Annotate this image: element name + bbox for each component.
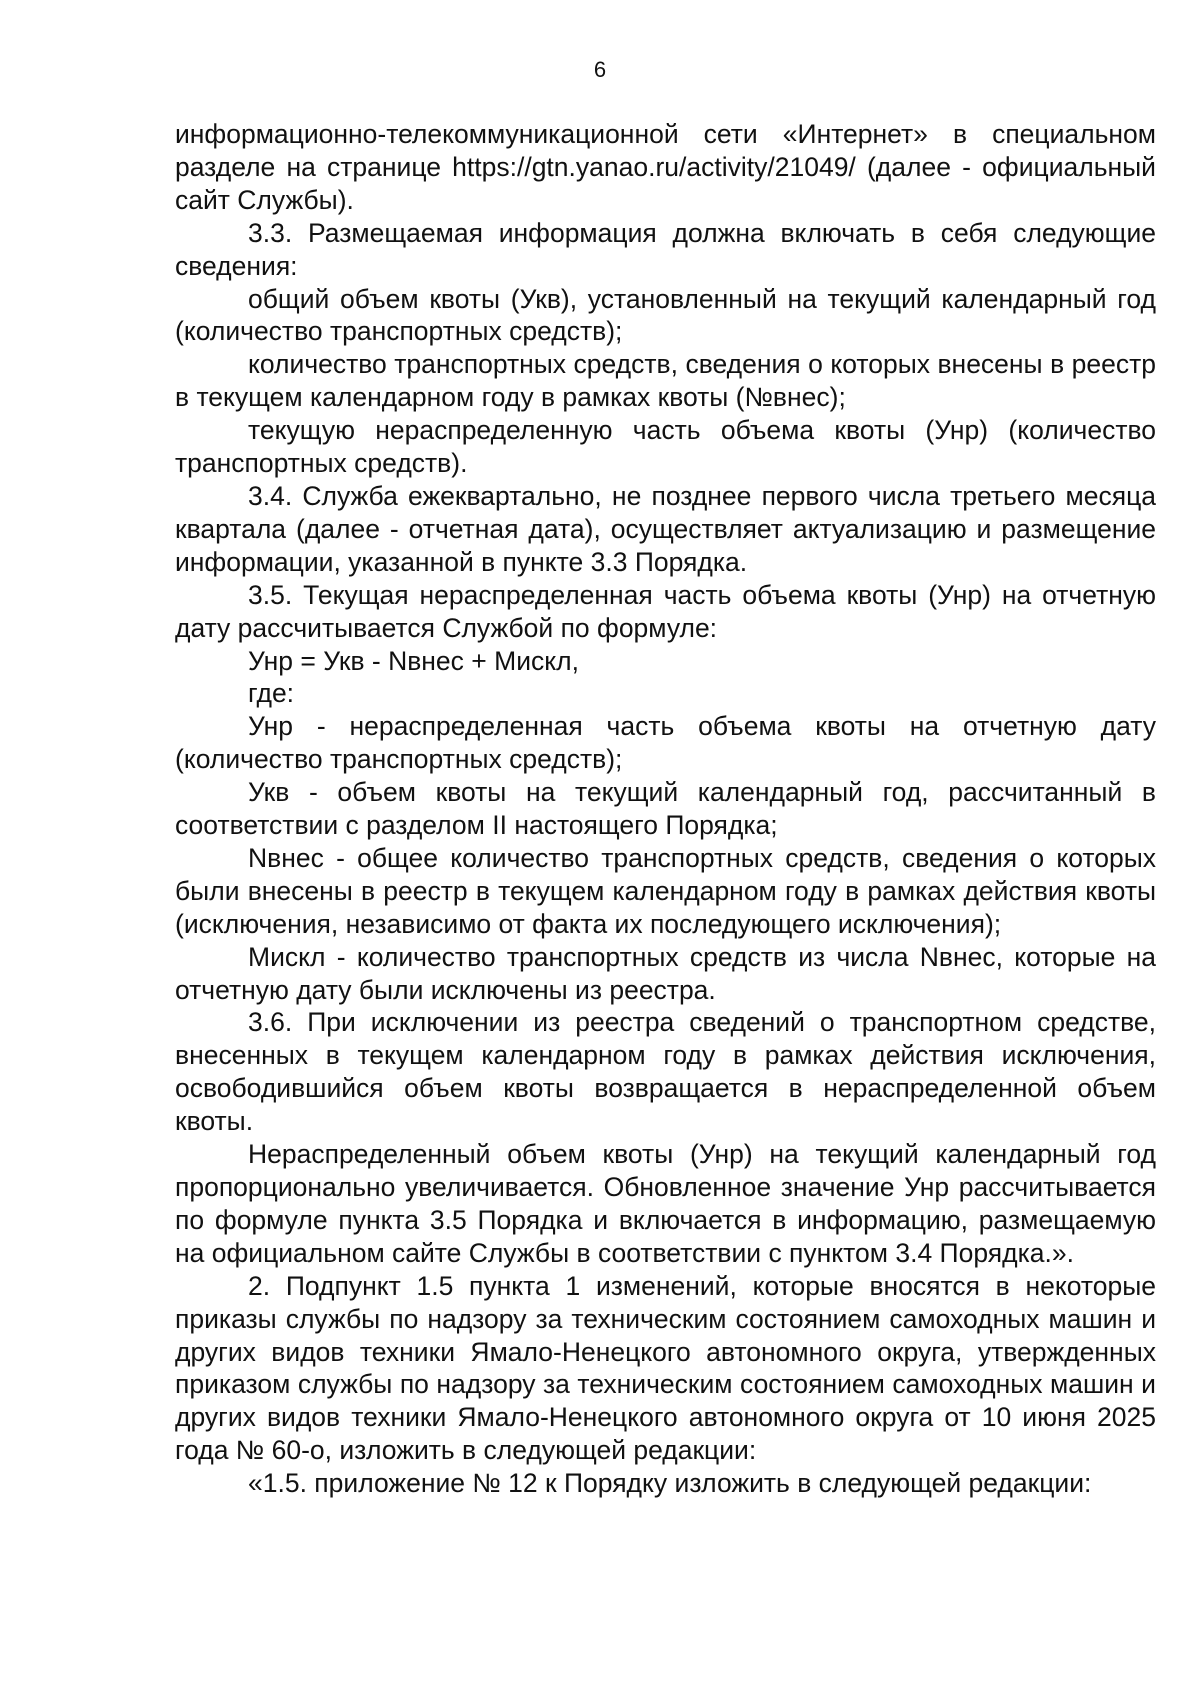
paragraph-1-5: «1.5. приложение № 12 к Порядку изложить в следующей редакции: xyxy=(248,1468,1092,1499)
definition-unr: Унр - нераспределенная часть объема квоты на отчетную дату (количество транспортных средств); xyxy=(175,711,1156,775)
paragraph-site-continuation: информационно-телекоммуникационной сети «Интернет» в специальном разделе на странице https://gtn.yanao.ru/activity/21049/ (далее - официальный сайт Службы). xyxy=(175,119,1156,215)
definition-ukv: Укв - объем квоты на текущий календарный год, рассчитанный в соответствии с разделом II настоящего Порядка; xyxy=(175,777,1156,841)
paragraph-vehicles-entered: количество транспортных средств, сведения о которых внесены в реестр в текущем календарном году в рамках квоты (№внес); xyxy=(175,349,1156,413)
paragraph-2: 2. Подпункт 1.5 пункта 1 изменений, которые вносятся в некоторые приказы службы по надзору за техническим состоянием самоходных машин и других видов техники Ямало-Ненецкого автономного округа, утвержденных приказом службы по надзору за техническим состоянием самоходных машин и других видов техники Ямало-Ненецкого автономного округа от 10 июня 2025 года № 60-о, изложить в следующей редакции: xyxy=(175,1270,1156,1466)
definition-nvnes: Nвнес - общее количество транспортных средств, сведения о которых были внесены в реестр в текущем календарном году в рамках действия квоты (исключения, независимо от факта их последующего исключения); xyxy=(175,842,1156,939)
paragraph-3-5: 3.5. Текущая нераспределенная часть объема квоты (Унр) на отчетную дату рассчитывается Службой по формуле: xyxy=(175,579,1156,643)
paragraph-quota-total: общий объем квоты (Укв), установленный на текущий календарный год (количество транспортных средств); xyxy=(175,283,1156,347)
page-number: 6 xyxy=(593,57,607,82)
paragraph-3-4: 3.4. Служба ежеквартально, не позднее первого числа третьего месяца квартала (далее - отчетная дата), осуществляет актуализацию и размещение информации, указанной в пункте 3.3 Порядка. xyxy=(175,480,1156,577)
document-body xyxy=(175,118,1156,1500)
paragraph-unallocated-part: текущую нераспределенную часть объема квоты (Унр) (количество транспортных средств). xyxy=(175,415,1156,479)
paragraph-where: где: xyxy=(248,678,295,709)
formula: Унр = Укв - Nвнес + Мискл, xyxy=(248,645,579,676)
definition-miskl: Мискл - количество транспортных средств из числа Nвнес, которые на отчетную дату были исключены из реестра. xyxy=(175,941,1156,1005)
paragraph-3-3: 3.3. Размещаемая информация должна включать в себя следующие сведения: xyxy=(175,217,1156,281)
paragraph-3-6: 3.6. При исключении из реестра сведений о транспортном средстве, внесенных в текущем календарном году в рамках действия исключения, освободившийся объем квоты возвращается в нераспределенной объем квоты. xyxy=(175,1007,1156,1137)
paragraph-unallocated-volume: Нераспределенный объем квоты (Унр) на текущий календарный год пропорционально увеличивается. Обновленное значение Унр рассчитывается по формуле пункта 3.5 Порядка и включается в информацию, размещаемую на официальном сайте Службы в соответствии с пунктом 3.4 Порядка.». xyxy=(175,1139,1156,1268)
